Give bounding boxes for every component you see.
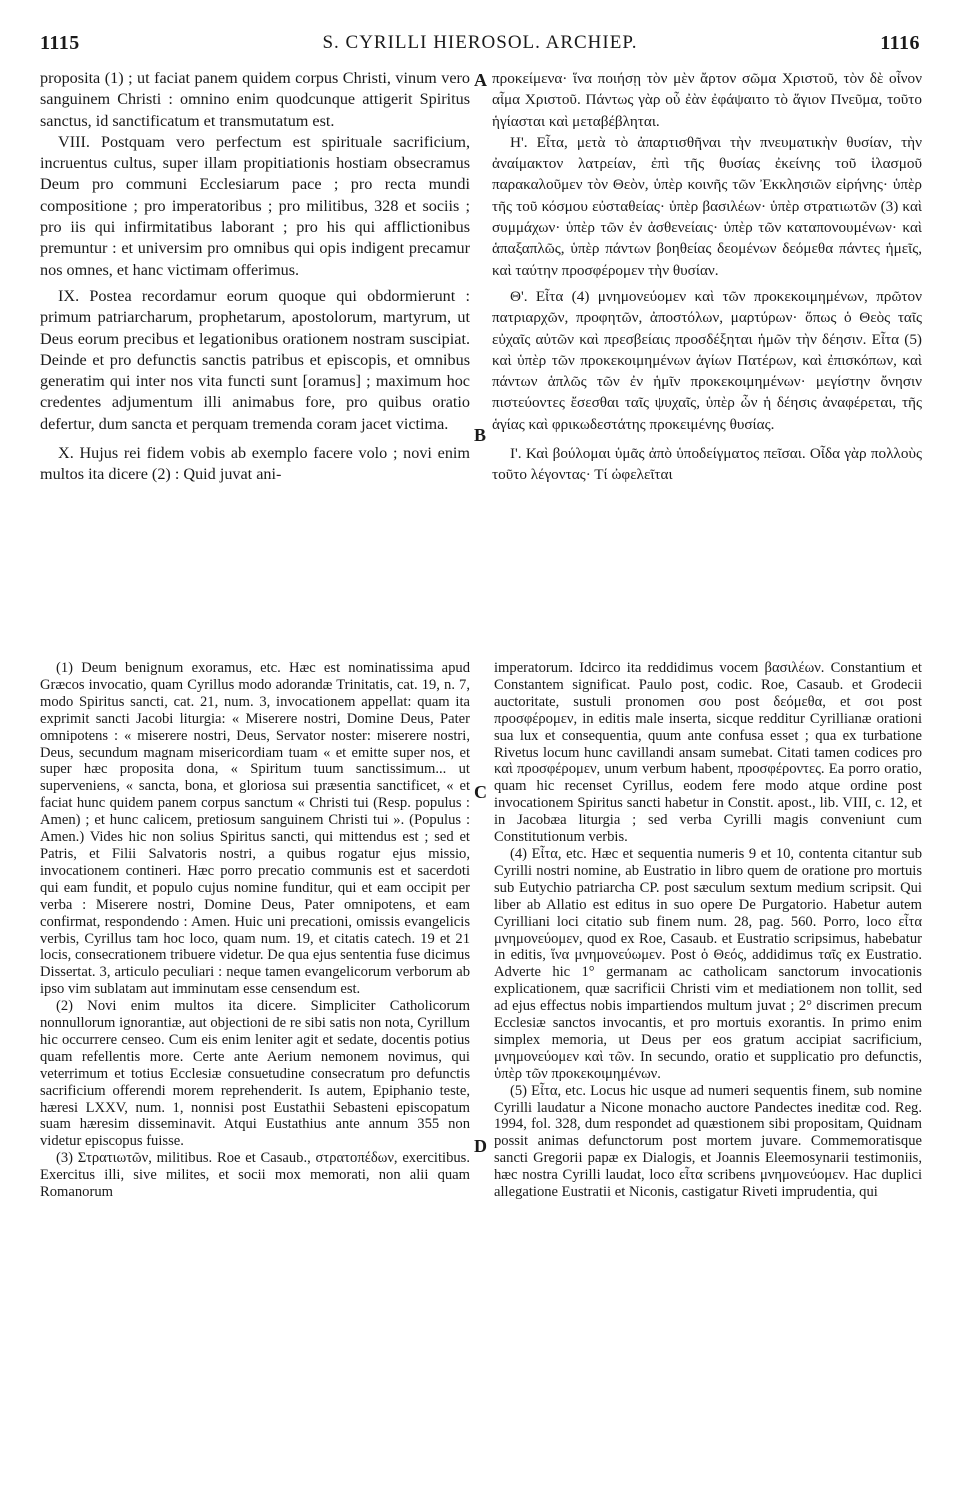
footnote-5: (5) Εἶτα, etc. Locus hic usque ad numeri sequentis finem, sub nomine Cyrilli laudatur a Nicone monacho auctore Pandectes ineditæ cod. Reg. 1994, fol. 328, dum respondet ad quæstionem sibi propositam, Quidnam possit animas defunctorum post mortem juvare. Commemoratisque sancti Gregorii papæ ex Dialogis, et Joannis Eleemosynarii testimoniis, hæc nostra Cyrilli laudat, loco εἶτα scribens μνημονεύομεν. Hac duplici allegatione Eustratii et Niconis, castigatur Riveti imprudentia, qui <box>494 1082 922 1201</box>
latin-paragraph-viii: VIII. Postquam vero perfectum est spirituale sacrificium, incruentus cultus, super illam propitiationis hostiam obsecramus Deum pro communi Ecclesiarum pace ; pro recta mundi compositione ; pro imperatoribus ; pro militibus, 328 et sociis ; pro iis qui infirmitatibus laborant ; pro his qui afflictionibus premuntur : et universim pro omnibus qui opis indigent precamur nos omnes, et hanc victimam offerimus. <box>40 132 470 279</box>
footnote-3: (3) Στρατιωτῶν, militibus. Roe et Casaub., στρατοπέδων, exercitibus. Exercitus illi, sive milites, et socii mox memorati, non alii quam Romanorum <box>40 1150 470 1201</box>
footnote-4: (4) Εἶτα, etc. Hæc et sequentia numeris 9 et 10, contenta citantur sub Cyrilli nostri nomine, ab Eustratio in libro quem de oratione pro mortuis sub Eutychio patriarcha CP. post sæculum sextum medium scripsit. Qui liber ab Allatio est editus in suo opere De Purgatorio. Habetur autem Cyrilliani loci citatio sub finem num. 28, pag. 560. Porro, loco εἶτα μνημονεύομεν, quod ex Roe, Casaub. et Eustratio scripsimus, habebatur in editis, ἵνα μνημονεύωμεν. Post ὁ Θεός, addidimus ταῖς ex Eustratio. Adverte hic 1° germanam ac catholicam sanctorum invocationis explicationem, quæ sacrificii Christi vim et mediationem non tollit, sed ad ejus effectus nobis impartiendos multum juvat ; 2° discrimen precum Ecclesiæ sanctos invocantis, et pro mortuis exorantis. In primo enim simplex memoria, ut Deus per eos gratum accipiat sacrificium, μνημονεύομεν καὶ τῶν. In secundo, oratio et supplicatio pro defunctis, ὑπὲρ τῶν προκεκοιμημένων. <box>494 845 922 1082</box>
greek-paragraph-intro: προκείμενα· ἵνα ποιήσῃ τὸν μὲν ἄρτον σῶμα Χριστοῦ, τὸν δὲ οἶνον αἷμα Χριστοῦ. Πάντως γὰρ οὗ ἐὰν ἐφάψαιτο τὸ ἅγιον Πνεῦμα, τοῦτο ἡγίασται καὶ μεταβέβληται. <box>492 70 922 130</box>
latin-paragraph-x: X. Hujus rei fidem vobis ab exemplo facere volo ; novi enim multos ita dicere (2) : Quid juvat ani- <box>40 444 470 484</box>
footnote-3-continued: imperatorum. Idcirco ita reddidimus vocem βασιλέων. Constantium et Constantem significat. Paulo post, codic. Roe, Casaub. et Grodecii auctoritate, sustuli pronomen σου post δεόμεθα, et σοι post προσφέρομεν, in editis male inserta, sicque redditur Cyrillianæ orationi sua lux et consequentia, quum ante confusa esset ; qua ex turbatione Rivetus locum hunc cavillandi ansam sumebat. Citati tamen codices pro καὶ προσφέρομεν, unum verbum habent, προσφέροντες. Ea porro oratio, quam hic recenset Cyrillus, eodem fere modo atque ordine post invocationem Spiritus sancti habetur in Constit. apost., lib. VIII, c. 12, et in Jacobæa liturgia ; sed verba Cyrilli magis conveniunt cum Constitutionum verbis. <box>494 660 922 846</box>
greek-paragraph-iota: Ι'. Καὶ βούλομαι ὑμᾶς ἀπὸ ὑποδείγματος πεῖσαι. Οἶδα γὰρ πολλοὺς τοῦτο λέγοντας· Τί ὠφελεῖται <box>492 445 922 484</box>
footnotes-left-column <box>40 660 470 1201</box>
running-title: S. CYRILLI HIEROSOL. ARCHIEP. <box>322 32 638 53</box>
greek-paragraph-eta: Η'. Εἶτα, μετὰ τὸ ἀπαρτισθῆναι τὴν πνευματικὴν θυσίαν, τὴν ἀναίμακτον λατρείαν, ἐπὶ τῆς θυσίας ἐκείνης τοῦ ἱλασμοῦ παρακαλοῦμεν τὸν Θεὸν, ὑπὲρ κοινῆς τῶν Ἐκκλησιῶν εἰρήνης· ὑπὲρ τῆς τοῦ κόσμου εὐσταθείας· ὑπὲρ βασιλέων· ὑπὲρ στρατιωτῶν (3) καὶ συμμάχων· ὑπὲρ τῶν ἐν ἀσθενείαις· ὑπὲρ τῶν καταπονουμένων· καὶ ἁπαξαπλῶς, ὑπὲρ πάντων βοηθείας δεομένων δεόμεθα πάντες ἡμεῖς, καὶ ταύτην προσφέρομεν τὴν θυσίαν. <box>492 133 922 279</box>
latin-paragraph-intro: proposita (1) ; ut faciat panem quidem corpus Christi, vinum vero sanguinem Christi : omnino enim quodcunque attigerit Spiritus sanctus, id sanctificatum et transmutatum est. <box>40 69 470 130</box>
left-page-number: 1115 <box>40 32 80 54</box>
latin-main-column <box>40 68 470 486</box>
margin-marker-a: A <box>474 70 487 90</box>
greek-main-column <box>492 68 922 486</box>
margin-marker-b: B <box>474 425 487 445</box>
margin-marker-c: C <box>474 782 487 802</box>
right-page-number: 1116 <box>880 32 920 54</box>
greek-paragraph-theta: Θ'. Εἶτα (4) μνημονεύομεν καὶ τῶν προκεκοιμημένων, πρῶτον πατριαρχῶν, προφητῶν, ἀποστόλων, μαρτύρων· ὅπως ὁ Θεὸς ταῖς εὐχαῖς αὐτῶν καὶ πρεσβείαις προσδέξηται ἡμῶν τὴν δέησιν. Εἶτα (5) καὶ ὑπὲρ τῶν προκεκοιμημένων ἁγίων Πατέρων, καὶ ἐπισκόπων, καὶ πάντων ἁπλῶς τῶν ἐν ἡμῖν προκεκοιμημένων· μεγίστην ὄνησιν πιστεύοντες ἔσεσθαι ταῖς ψυχαῖς, ὑπὲρ ὧν ἡ δέησις ἀναφέρεται, τῆς ἁγίας καὶ φρικωδεστάτης προκειμένης θυσίας. <box>492 287 922 433</box>
footnotes-right-column <box>494 660 922 1201</box>
margin-marker-d: D <box>474 1136 487 1156</box>
latin-paragraph-ix: IX. Postea recordamur eorum quoque qui obdormierunt : primum patriarcharum, prophetarum, apostolorum, martyrum, ut Deus eorum precibus et legationibus orationem nostram suscipiat. Deinde et pro defunctis sanctis patribus et episcopis, et omnibus generatim qui inter nos vita functi sunt [oramus] ; maximum hoc credentes adjumentum illi animabus fore, pro quibus oratio defertur, dum sancta et perquam tremenda coram jacet victima. <box>40 286 470 433</box>
footnote-2: (2) Novi enim multos ita dicere. Simpliciter Catholicorum nonnullorum ignorantiæ, aut objectioni de re sibi satis non nota, Cyrillum hic occurrere censeo. Cum eis enim leniter agit et sedate, docentis potius quam refellentis more. Certe ante Aerium nemonem novimus, qui veterrimum et totius Ecclesiæ consuetudine consecratum pro defunctis sacrificium offerendi morem reprehenderit. Is autem, Epiphanio teste, hæresi LXXV, num. 1, nonnisi post Eustathii Sebasteni episcopatum suam hæresim disseminavit. Atqui Eustathius ante annum 355 non videtur episcopus fuisse. <box>40 998 470 1150</box>
footnote-1: (1) Deum benignum exoramus, etc. Hæc est nominatissima apud Græcos invocatio, quam Cyrillus modo adorandæ Trinitatis, cat. 19, n. 7, modo Spiritus sancti, cat. 21, num. 3, invocationem appellat: quam ita exprimit sancti Jacobi liturgia: « Miserere nostri, Domine Deus, Pater omnipotens : « miserere nostri, Deus, Servator noster: miserere nostri, Deus, secundum magnam misericordiam tuam « et emitte super nos, et super hæc proposita dona, « Spiritum tuum sanctissimum... ut superveniens, « sancta, bona, et gloriosa sui præsentia sanctificet, « et faciat hunc quidem panem corpus sanctum « Christi tui (Resp. populus : Amen) ; et hunc calicem, pretiosum sanguinem Christi tui ». (Populus : Amen.) Vides hic non solius Spiritus sancti, qui mittendus est ; sed et Patris, et Filii Salvatoris nostri, a quibus rogatur ejus missio, invocationem contineri. Hæc porro precatio communis est et sacerdoti qui eam fundit, et populo cujus nomine funditur, qui et eam occipit per verba : Miserere nostri, Domine Deus, Pater omnipotens, et eam confirmat, respondendo : Amen. Huic uni precationi, omissis evangelicis verbis, Cyrillus tam hoc loco, quam num. 19, et citatis catech. 19 et 21 locis, consecrationem tribuere videtur. De qua ejus sententia fuse dicimus Dissertat. 3, articulo peculiari : neque tamen evangelicorum verborum ab ipso vim sublatam aut imminutam esse censendum est. <box>40 660 470 998</box>
page-header <box>40 32 920 62</box>
